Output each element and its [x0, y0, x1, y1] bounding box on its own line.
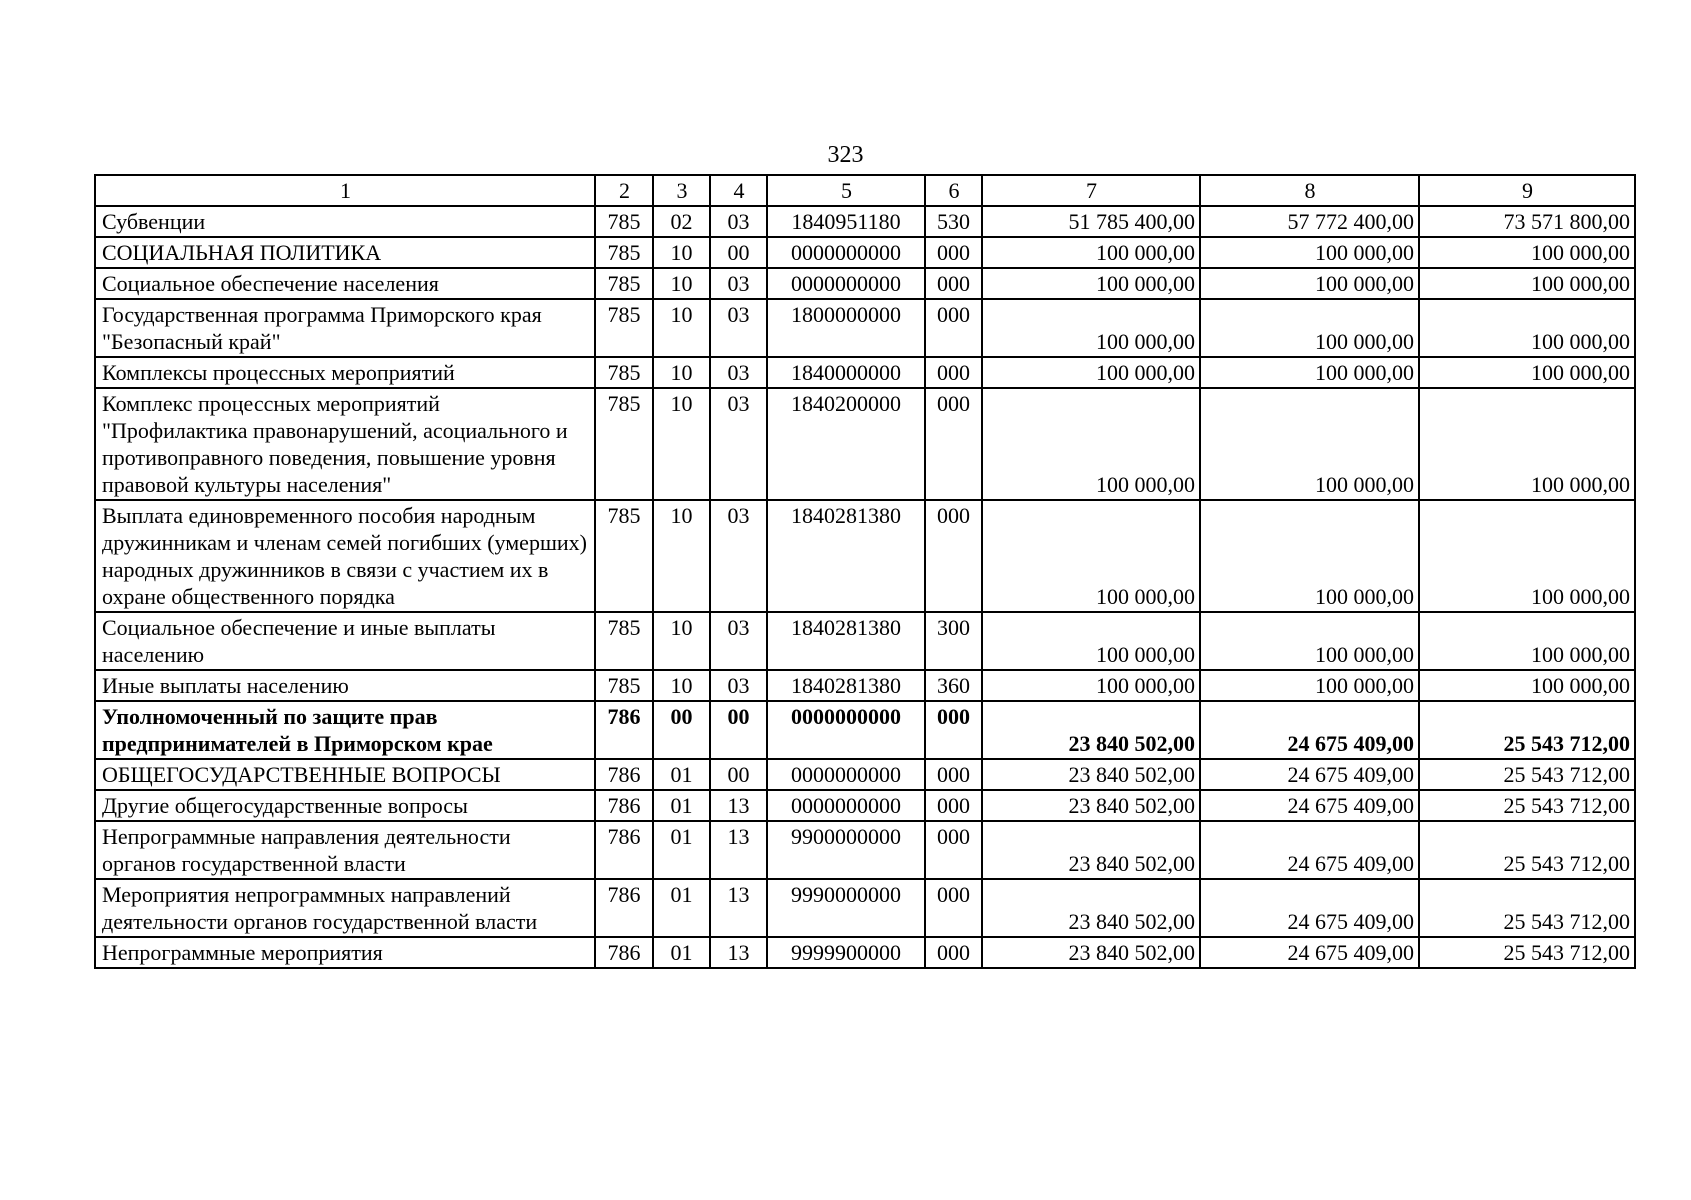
row-code-expense-type-cell: 000 — [925, 790, 982, 821]
header-cell: 5 — [767, 175, 925, 206]
row-code-section-cell: 01 — [653, 879, 710, 937]
row-code-admin-cell: 785 — [595, 612, 653, 670]
row-amount-col9-cell: 100 000,00 — [1419, 237, 1635, 268]
row-amount-col9-cell: 100 000,00 — [1419, 357, 1635, 388]
row-amount-col9-cell: 100 000,00 — [1419, 670, 1635, 701]
row-amount-col8-cell: 100 000,00 — [1200, 612, 1419, 670]
row-code-section-cell: 10 — [653, 357, 710, 388]
row-code-section-cell: 10 — [653, 500, 710, 612]
row-code-subsection-cell: 00 — [710, 237, 767, 268]
row-code-target-cell: 1840281380 — [767, 612, 925, 670]
row-amount-col7-cell: 100 000,00 — [982, 268, 1200, 299]
row-code-admin-cell: 786 — [595, 937, 653, 968]
row-amount-col8-cell: 100 000,00 — [1200, 299, 1419, 357]
row-code-expense-type-cell: 000 — [925, 879, 982, 937]
row-amount-col7-cell: 100 000,00 — [982, 357, 1200, 388]
row-amount-col8-cell: 57 772 400,00 — [1200, 206, 1419, 237]
row-code-expense-type-cell: 300 — [925, 612, 982, 670]
row-code-subsection-cell: 03 — [710, 299, 767, 357]
row-amount-col7-cell: 23 840 502,00 — [982, 790, 1200, 821]
row-code-target-cell: 0000000000 — [767, 237, 925, 268]
table-row — [95, 237, 1635, 268]
row-amount-col7-cell: 23 840 502,00 — [982, 821, 1200, 879]
row-code-section-cell: 10 — [653, 612, 710, 670]
row-code-admin-cell: 786 — [595, 821, 653, 879]
row-amount-col9-cell: 25 543 712,00 — [1419, 790, 1635, 821]
row-code-admin-cell: 785 — [595, 670, 653, 701]
row-code-target-cell: 1840200000 — [767, 388, 925, 500]
table-row — [95, 612, 1635, 670]
table-row — [95, 388, 1635, 500]
table-row — [95, 357, 1635, 388]
row-amount-col9-cell: 100 000,00 — [1419, 612, 1635, 670]
header-cell: 7 — [982, 175, 1200, 206]
row-amount-col7-cell: 100 000,00 — [982, 299, 1200, 357]
table-row — [95, 790, 1635, 821]
row-amount-col8-cell: 100 000,00 — [1200, 237, 1419, 268]
row-name-cell: Социальное обеспечение населения — [95, 268, 595, 299]
row-code-section-cell: 01 — [653, 937, 710, 968]
row-amount-col7-cell: 100 000,00 — [982, 612, 1200, 670]
table-row — [95, 268, 1635, 299]
table-row — [95, 500, 1635, 612]
row-code-section-cell: 10 — [653, 237, 710, 268]
row-code-subsection-cell: 13 — [710, 937, 767, 968]
row-code-expense-type-cell: 000 — [925, 237, 982, 268]
row-amount-col9-cell: 100 000,00 — [1419, 268, 1635, 299]
row-amount-col7-cell: 23 840 502,00 — [982, 937, 1200, 968]
table-row — [95, 299, 1635, 357]
row-amount-col9-cell: 100 000,00 — [1419, 500, 1635, 612]
row-code-admin-cell: 785 — [595, 357, 653, 388]
table-row — [95, 670, 1635, 701]
row-amount-col8-cell: 100 000,00 — [1200, 388, 1419, 500]
row-name-cell: Государственная программа Приморского края "Безопасный край" — [95, 299, 595, 357]
row-code-target-cell: 1840951180 — [767, 206, 925, 237]
row-code-admin-cell: 786 — [595, 790, 653, 821]
row-name-cell: Комплексы процессных мероприятий — [95, 357, 595, 388]
row-code-target-cell: 0000000000 — [767, 268, 925, 299]
row-code-admin-cell: 785 — [595, 500, 653, 612]
header-cell: 1 — [95, 175, 595, 206]
row-code-expense-type-cell: 000 — [925, 821, 982, 879]
table-row — [95, 701, 1635, 759]
row-code-expense-type-cell: 000 — [925, 299, 982, 357]
row-name-cell: Субвенции — [95, 206, 595, 237]
row-amount-col7-cell: 100 000,00 — [982, 670, 1200, 701]
row-code-subsection-cell: 03 — [710, 268, 767, 299]
row-code-section-cell: 10 — [653, 299, 710, 357]
table-row — [95, 937, 1635, 968]
row-name-cell: Комплекс процессных мероприятий "Профилактика правонарушений, асоциального и противоправного поведения, повышение уровня правовой культуры населения" — [95, 388, 595, 500]
row-amount-col7-cell: 23 840 502,00 — [982, 759, 1200, 790]
page-number: 323 — [827, 142, 864, 168]
row-code-target-cell: 9990000000 — [767, 879, 925, 937]
row-amount-col7-cell: 23 840 502,00 — [982, 879, 1200, 937]
row-code-admin-cell: 785 — [595, 268, 653, 299]
row-code-section-cell: 10 — [653, 268, 710, 299]
row-amount-col9-cell: 25 543 712,00 — [1419, 937, 1635, 968]
row-code-expense-type-cell: 360 — [925, 670, 982, 701]
row-code-admin-cell: 786 — [595, 879, 653, 937]
table-row — [95, 821, 1635, 879]
row-amount-col7-cell: 100 000,00 — [982, 388, 1200, 500]
header-cell: 8 — [1200, 175, 1419, 206]
row-code-expense-type-cell: 000 — [925, 500, 982, 612]
row-name-cell: СОЦИАЛЬНАЯ ПОЛИТИКА — [95, 237, 595, 268]
row-amount-col9-cell: 73 571 800,00 — [1419, 206, 1635, 237]
table-row — [95, 206, 1635, 237]
row-code-target-cell: 9999900000 — [767, 937, 925, 968]
table-row — [95, 879, 1635, 937]
row-code-subsection-cell: 13 — [710, 790, 767, 821]
row-code-subsection-cell: 00 — [710, 759, 767, 790]
row-code-section-cell: 00 — [653, 701, 710, 759]
row-code-expense-type-cell: 000 — [925, 357, 982, 388]
header-cell: 9 — [1419, 175, 1635, 206]
row-amount-col8-cell: 24 675 409,00 — [1200, 937, 1419, 968]
row-name-cell: Социальное обеспечение и иные выплаты населению — [95, 612, 595, 670]
row-code-target-cell: 0000000000 — [767, 759, 925, 790]
row-amount-col8-cell: 24 675 409,00 — [1200, 821, 1419, 879]
row-code-subsection-cell: 03 — [710, 500, 767, 612]
row-amount-col8-cell: 100 000,00 — [1200, 500, 1419, 612]
header-cell: 4 — [710, 175, 767, 206]
row-code-subsection-cell: 00 — [710, 701, 767, 759]
row-code-subsection-cell: 13 — [710, 879, 767, 937]
row-code-target-cell: 1840281380 — [767, 670, 925, 701]
row-code-admin-cell: 785 — [595, 206, 653, 237]
row-amount-col8-cell: 24 675 409,00 — [1200, 790, 1419, 821]
table-row — [95, 759, 1635, 790]
row-amount-col8-cell: 100 000,00 — [1200, 670, 1419, 701]
row-amount-col9-cell: 25 543 712,00 — [1419, 759, 1635, 790]
row-code-admin-cell: 786 — [595, 701, 653, 759]
row-name-cell: Выплата единовременного пособия народным дружинникам и членам семей погибших (умерших) народных дружинников в связи с участием их в охране общественного порядка — [95, 500, 595, 612]
row-code-target-cell: 0000000000 — [767, 790, 925, 821]
row-code-section-cell: 10 — [653, 388, 710, 500]
row-amount-col7-cell: 100 000,00 — [982, 237, 1200, 268]
row-code-subsection-cell: 03 — [710, 357, 767, 388]
row-amount-col9-cell: 100 000,00 — [1419, 388, 1635, 500]
row-code-target-cell: 9900000000 — [767, 821, 925, 879]
row-amount-col9-cell: 25 543 712,00 — [1419, 821, 1635, 879]
row-code-subsection-cell: 03 — [710, 612, 767, 670]
row-code-section-cell: 10 — [653, 670, 710, 701]
row-amount-col8-cell: 100 000,00 — [1200, 268, 1419, 299]
row-code-expense-type-cell: 530 — [925, 206, 982, 237]
row-code-section-cell: 02 — [653, 206, 710, 237]
row-code-expense-type-cell: 000 — [925, 937, 982, 968]
row-name-cell: Иные выплаты населению — [95, 670, 595, 701]
row-code-expense-type-cell: 000 — [925, 759, 982, 790]
row-code-admin-cell: 785 — [595, 388, 653, 500]
row-code-expense-type-cell: 000 — [925, 701, 982, 759]
header-cell: 6 — [925, 175, 982, 206]
header-cell: 3 — [653, 175, 710, 206]
row-code-target-cell: 1840281380 — [767, 500, 925, 612]
row-code-target-cell: 1800000000 — [767, 299, 925, 357]
row-code-admin-cell: 785 — [595, 299, 653, 357]
row-code-subsection-cell: 13 — [710, 821, 767, 879]
row-code-target-cell: 1840000000 — [767, 357, 925, 388]
row-name-cell: Другие общегосударственные вопросы — [95, 790, 595, 821]
row-code-section-cell: 01 — [653, 759, 710, 790]
row-amount-col8-cell: 24 675 409,00 — [1200, 759, 1419, 790]
row-amount-col8-cell: 100 000,00 — [1200, 357, 1419, 388]
row-code-section-cell: 01 — [653, 790, 710, 821]
row-amount-col9-cell: 25 543 712,00 — [1419, 701, 1635, 759]
row-name-cell: Непрограммные направления деятельности органов государственной власти — [95, 821, 595, 879]
row-code-admin-cell: 785 — [595, 237, 653, 268]
row-amount-col9-cell: 100 000,00 — [1419, 299, 1635, 357]
row-name-cell: Непрограммные мероприятия — [95, 937, 595, 968]
row-amount-col8-cell: 24 675 409,00 — [1200, 879, 1419, 937]
row-code-target-cell: 0000000000 — [767, 701, 925, 759]
row-code-section-cell: 01 — [653, 821, 710, 879]
row-code-subsection-cell: 03 — [710, 388, 767, 500]
row-name-cell: Мероприятия непрограммных направлений деятельности органов государственной власти — [95, 879, 595, 937]
row-code-subsection-cell: 03 — [710, 670, 767, 701]
table-header-row — [95, 175, 1635, 206]
row-amount-col9-cell: 25 543 712,00 — [1419, 879, 1635, 937]
row-name-cell: ОБЩЕГОСУДАРСТВЕННЫЕ ВОПРОСЫ — [95, 759, 595, 790]
row-code-expense-type-cell: 000 — [925, 388, 982, 500]
row-code-subsection-cell: 03 — [710, 206, 767, 237]
row-amount-col7-cell: 51 785 400,00 — [982, 206, 1200, 237]
header-cell: 2 — [595, 175, 653, 206]
row-amount-col8-cell: 24 675 409,00 — [1200, 701, 1419, 759]
row-amount-col7-cell: 23 840 502,00 — [982, 701, 1200, 759]
row-name-cell: Уполномоченный по защите прав предпринимателей в Приморском крае — [95, 701, 595, 759]
row-code-expense-type-cell: 000 — [925, 268, 982, 299]
budget-table — [94, 174, 1636, 969]
row-code-admin-cell: 786 — [595, 759, 653, 790]
row-amount-col7-cell: 100 000,00 — [982, 500, 1200, 612]
